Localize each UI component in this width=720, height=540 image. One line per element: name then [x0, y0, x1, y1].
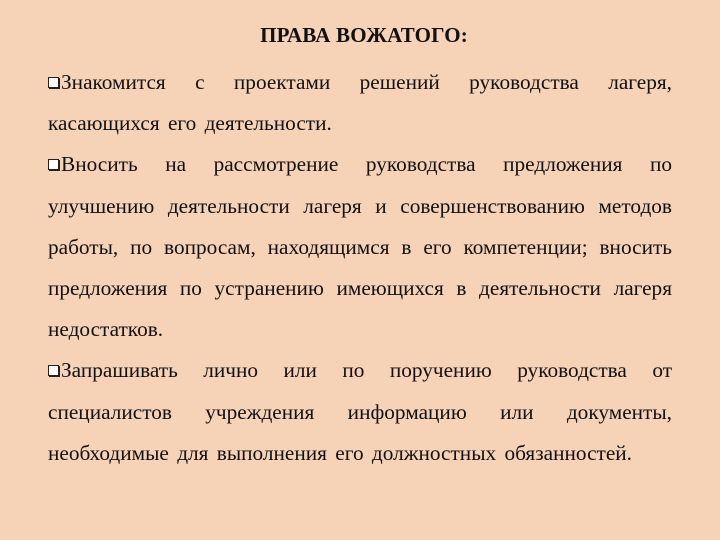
list-item	[48, 144, 672, 350]
square-bullet-icon	[48, 365, 59, 376]
list-item	[48, 350, 672, 474]
list-item	[48, 62, 672, 144]
page-title: ПРАВА ВОЖАТОГО:	[260, 23, 468, 47]
square-bullet-icon	[48, 159, 59, 170]
square-bullet-icon	[48, 77, 59, 88]
list-item-text: Знакомится с проектами решений руководства лагеря, касающихся его деятельности.	[48, 70, 672, 136]
list-item-text: Вносить на рассмотрение руководства предложения по улучшению деятельности лагеря и совершенствованию методов работы, по вопросам, находящимся в его компетенции; вносить предложения по устранению имеющихся в деятельности лагеря недостатков.	[48, 152, 672, 342]
list-item-text: Запрашивать лично или по поручению руководства от специалистов учреждения информацию или документы, необходимые для выполнения его должностных обязанностей.	[48, 358, 672, 465]
